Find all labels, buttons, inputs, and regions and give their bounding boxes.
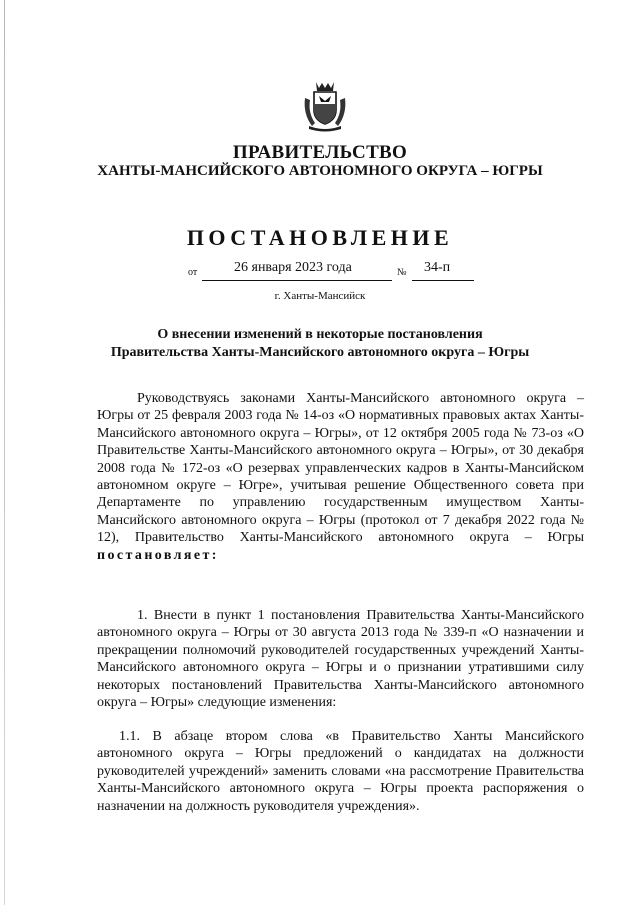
scan-edge bbox=[4, 0, 5, 905]
government-title: ПРАВИТЕЛЬСТВО bbox=[232, 142, 408, 163]
city-line: г. Ханты-Мансийск bbox=[274, 290, 366, 302]
document-heading bbox=[0, 326, 640, 362]
decree-word: постановляет: bbox=[97, 547, 219, 563]
document-type: ПОСТАНОВЛЕНИЕ bbox=[186, 225, 454, 250]
item-1-1-paragraph: 1.1. В абзаце втором слова «в Правительство Ханты Мансийского автономного округа – Югры предложений о кандидатах на должности руководителей учреждений» заменить словами «на рассмотрение Правительства Ханты-Мансийского автономного округа – Югры проекта распоряжения о назначении на должность руководителя учреждения». bbox=[97, 729, 584, 814]
date-underline bbox=[202, 280, 392, 281]
coat-of-arms-icon bbox=[302, 80, 348, 132]
government-subtitle: ХАНТЫ-МАНСИЙСКОГО АВТОНОМНОГО ОКРУГА – ЮГРЫ bbox=[97, 163, 543, 179]
preamble-paragraph bbox=[97, 390, 584, 564]
preamble-text: Руководствуясь законами Ханты-Мансийского автономного округа – Югры от 25 февраля 2003 года № 14-оз «О нормативных правовых актах Ханты-Мансийского автономного округа – Югры», от 12 октября 2005 года № 73-оз «О Правительстве Ханты-Мансийского автономного округа – Югры», от 30 декабря 2008 года № 172-оз «О резервах управленческих кадров в Ханты-Мансийском автономном округе – Югре», учитывая решение Общественного совета при Департаменте по управлению государственным имуществом Ханты-Мансийского автономного округа – Югры (протокол от 7 декабря 2022 года № 12), Правительство Ханты-Мансийского автономного округа – Югры bbox=[97, 391, 584, 546]
date-label: от bbox=[188, 267, 198, 278]
heading-line-2: Правительства Ханты-Мансийского автономного округа – Югры bbox=[110, 345, 530, 360]
document-date: 26 января 2023 года bbox=[234, 260, 352, 275]
number-label: № bbox=[397, 267, 407, 278]
document-number: 34-п bbox=[424, 260, 451, 275]
item-1-paragraph: 1. Внести в пункт 1 постановления Правительства Ханты-Мансийского автономного округа – Югры от 30 августа 2013 года № 339-п «О назначении и прекращении полномочий руководителей государственных учреждений Ханты-Мансийского автономного округа – Югры и о признании утратившими силу некоторых постановлений Правительства Ханты-Мансийского автономного округа – Югры» следующие изменения: bbox=[97, 608, 584, 711]
heading-line-1: О внесении изменений в некоторые постановления bbox=[157, 327, 483, 342]
date-number-row bbox=[188, 259, 478, 283]
number-underline bbox=[412, 280, 474, 281]
